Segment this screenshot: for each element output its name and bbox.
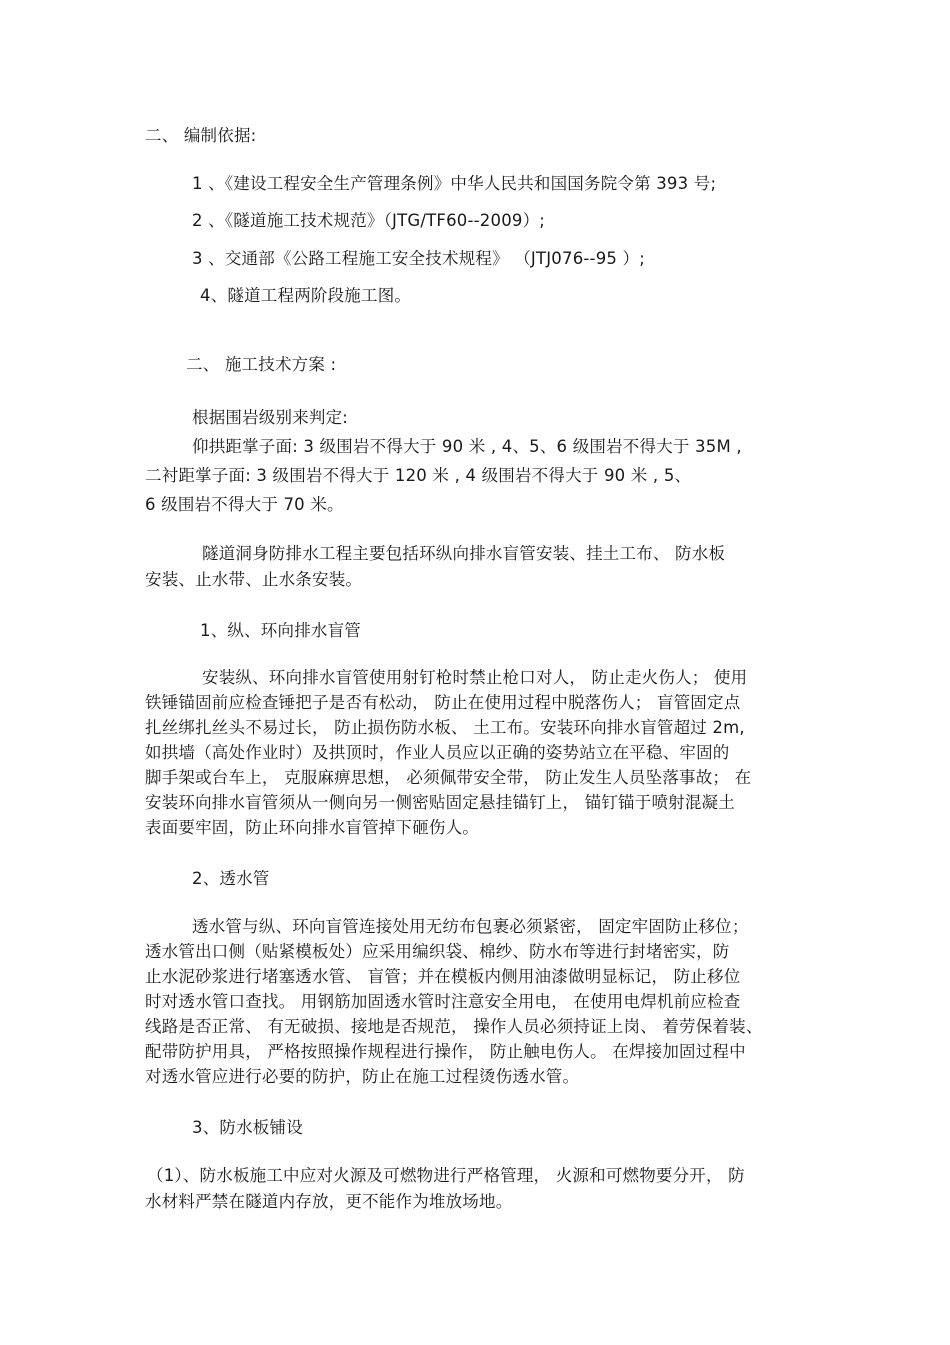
permeable-pipe-line-3: 止水泥砂浆进行堵塞透水管、 盲管；并在模板内侧用油漆做明显标记， 防止移位 [145, 967, 741, 986]
blind-pipe-line-7: 表面要牢固，防止环向排水盲管掉下砸伤人。 [145, 818, 479, 837]
blind-pipe-line-2: 铁锤锚固前应检查锤把子是否有松动， 防止在使用过程中脱落伤人； 盲管固定点 [145, 693, 741, 712]
plan-intro: 根据围岩级别来判定: [192, 408, 349, 427]
blind-pipe-line-6: 安装环向排水盲管须从一侧向另一侧密贴固定悬挂锚钉上， 锚钉锚于喷射混凝土 [145, 793, 735, 812]
blind-pipe-line-4: 如拱墙（高处作业时）及拱顶时，作业人员应以正确的姿势站立在平稳、牢固的 [145, 743, 730, 762]
sub-heading-blind-pipe: 1、纵、环向排水盲管 [200, 621, 361, 640]
sub-heading-waterproof-board: 3、防水板铺设 [192, 1118, 303, 1137]
distance-line-3: 6 级围岩不得大于 70 米。 [145, 495, 344, 514]
section-heading-plan: 二、 施工技术方案 : [186, 355, 337, 374]
basis-item-1: 1 、《建设工程安全生产管理条例》中华人民共和国国务院令第 393 号; [192, 174, 717, 193]
permeable-pipe-line-5: 线路是否正常、 有无破损、接地是否规范， 操作人员必须持证上岗、 着劳保着装、 [145, 1017, 763, 1036]
blind-pipe-line-1: 安装纵、环向排水盲管使用射钉枪时禁止枪口对人， 防止走火伤人； 使用 [202, 668, 748, 687]
section-heading-basis: 二、 编制依据: [145, 126, 257, 145]
waterproof-board-line-1: （1）、防水板施工中应对火源及可燃物进行严格管理， 火源和可燃物要分开， 防 [147, 1166, 745, 1185]
waterproof-board-line-2: 水材料严禁在隧道内存放，更不能作为堆放场地。 [145, 1192, 513, 1211]
drainage-intro-line-2: 安装、止水带、止水条安装。 [145, 570, 363, 589]
basis-item-4: 4、隧道工程两阶段施工图。 [200, 286, 412, 305]
blind-pipe-line-5: 脚手架或台车上， 克服麻痹思想， 必须佩带安全带， 防止发生人员坠落事故； 在 [145, 768, 752, 787]
distance-line-2: 二衬距掌子面: 3 级围岩不得大于 120 米 , 4 级围岩不得大于 90 米 , 5、 [145, 466, 692, 485]
drainage-intro-line-1: 隧道洞身防排水工程主要包括环纵向排水盲管安装、挂土工布、 防水板 [202, 544, 726, 563]
permeable-pipe-line-4: 时对透水管口查找。 用钢筋加固透水管时注意安全用电， 在使用电焊机前应检查 [145, 992, 741, 1011]
permeable-pipe-line-2: 透水管出口侧（贴紧模板处）应采用编织袋、棉纱、防水布等进行封堵密实，防 [145, 942, 730, 961]
basis-item-3: 3 、交通部《公路工程施工安全技术规程》 （JTJ076--95 ）; [192, 249, 645, 268]
permeable-pipe-line-6: 配带防护用具， 严格按照操作规程进行操作， 防止触电伤人。 在焊接加固过程中 [145, 1042, 746, 1061]
distance-line-1: 仰拱距掌子面: 3 级围岩不得大于 90 米 , 4、5、6 级围岩不得大于 35M , [192, 437, 742, 456]
permeable-pipe-line-1: 透水管与纵、环向盲管连接处用无纺布包裹必须紧密， 固定牢固防止移位； [192, 917, 749, 936]
permeable-pipe-line-7: 对透水管应进行必要的防护，防止在施工过程烫伤透水管。 [145, 1067, 580, 1086]
basis-item-2: 2 、《隧道施工技术规范》（JTG/TF60--2009）; [192, 211, 546, 230]
blind-pipe-line-3: 扎丝绑扎丝头不易过长， 防止损伤防水板、 土工布。安装环向排水盲管超过 2m, [145, 718, 745, 737]
sub-heading-permeable-pipe: 2、透水管 [192, 869, 270, 888]
